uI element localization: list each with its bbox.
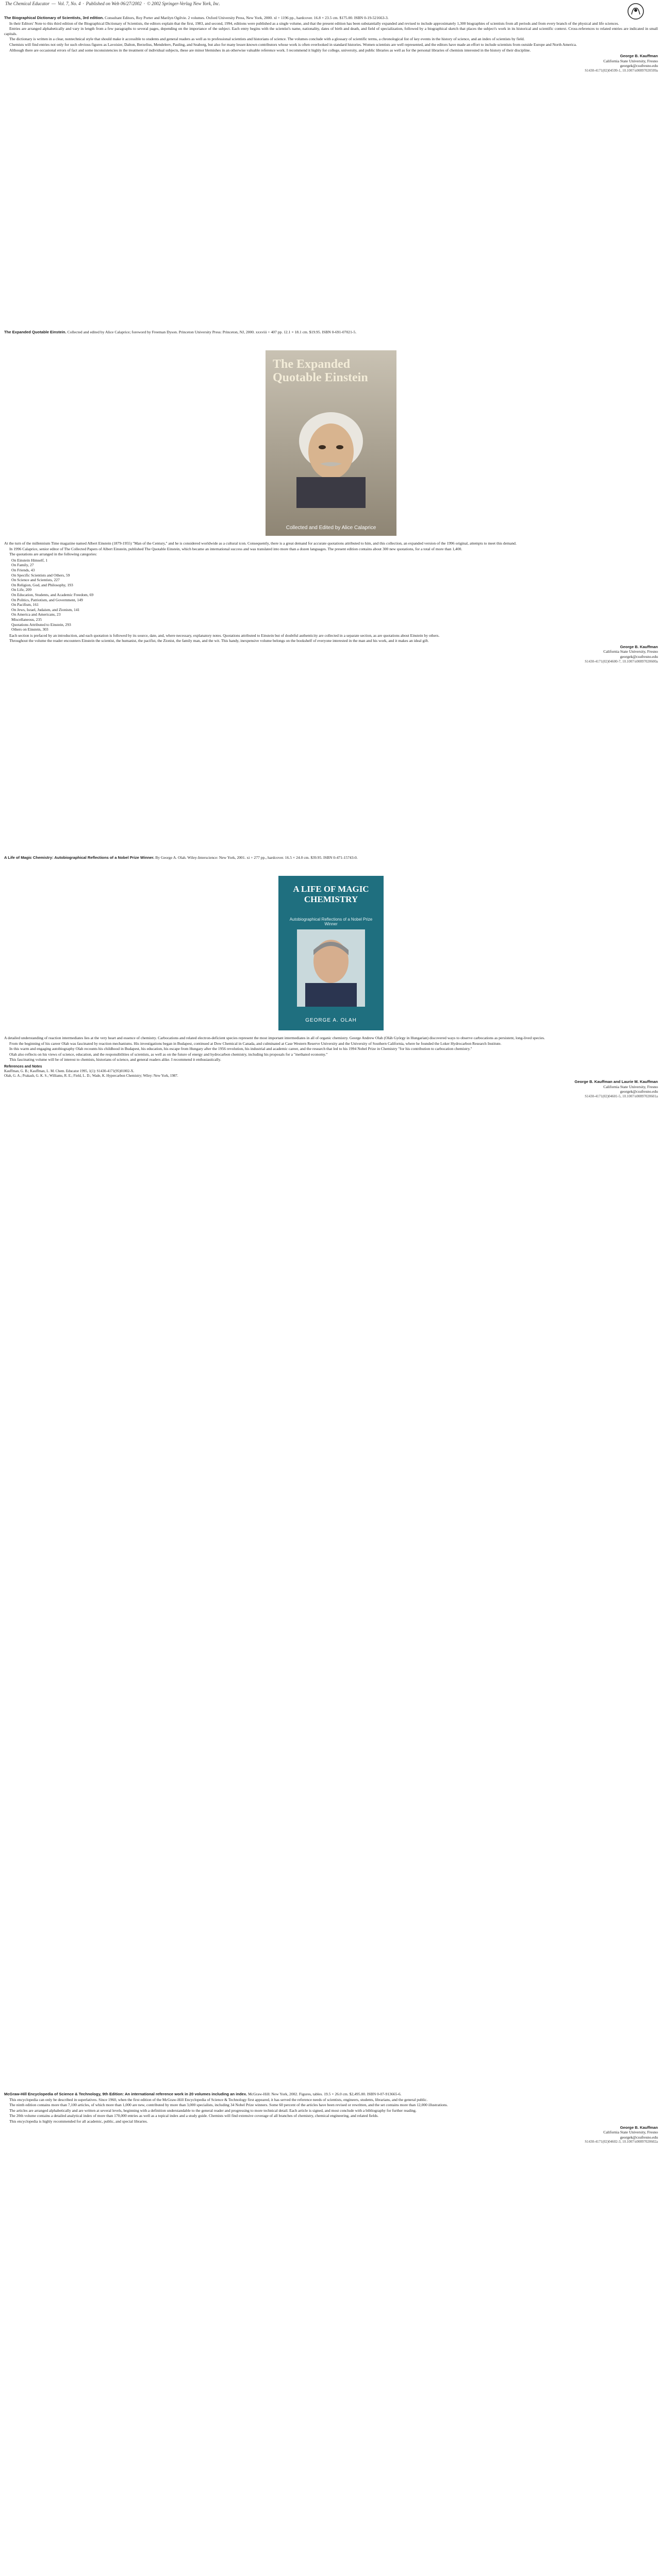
review-paragraph: This encyclopedia can only be described in superlatives. Since 1960, when the first edition of the McGraw-Hill Encyclopedia of Science & Technology first appeared, it has served the reference needs of scientists, engineers, students, librarians, and the general public.	[9, 2097, 428, 2102]
review-paragraph: The ninth edition contains more than 7,100 articles, of which more than 1,000 are new, contributed by more than 3,000 specialists, including 34 Nobel Prize winners. Some 60 percent of the articles have been revised or rewritten, and the set contains more than 12,000 illustrations.	[9, 2103, 448, 2108]
review-paragraph: The articles are arranged alphabetically and are written at several levels, beginning with a definition understandable to the general reader and progressing to more technical detail. Each article is signed, and most conclude with a bibliography for further reading.	[9, 2108, 417, 2113]
contents-list	[11, 558, 658, 632]
contents-item: On Family, 27	[11, 563, 34, 568]
contents-item: On Einstein Himself, 1	[11, 557, 48, 563]
contents-item: Others on Einstein, 303	[11, 627, 48, 632]
contents-item: On America and Americans, 23	[11, 612, 61, 617]
references-heading: References and Notes	[4, 1064, 42, 1069]
review-paragraph: Each section is prefaced by an introduction, and each quotation is followed by its source, date, and, where necessary, explanatory notes. Quotations attributed to Einstein but of doubtful authenticity are collected in a separate section, as are quotations about Einstein by others.	[9, 633, 440, 638]
contents-item: On Education, Students, and Academic Freedom, 69	[11, 592, 94, 597]
reviewer-affiliation: California State University, Fresno	[603, 58, 658, 63]
reviewer-email[interactable]: georgek@csufresno.edu	[620, 654, 658, 659]
reviewer-signature	[4, 54, 658, 69]
review-quotable-einstein	[4, 330, 658, 335]
contents-item: On Religion, God, and Philosophy, 193	[11, 582, 73, 587]
book-byline: Collected and edited by Alice Calaprice; foreword by Freeman Dyson. Princeton University Press: Princeton, NJ, 2000. xxxviii + 407 pp. 12.1 × 18.1 cm. $19.95. ISBN 0-691-07021-5.	[67, 330, 357, 334]
references	[4, 1064, 658, 1078]
running-header: The Chemical Educator — Vol. 7, No. 4 · Published on Web 06/27/2002 · © 2002 Springer-Verlag New York, Inc.	[5, 1, 221, 6]
reviewer-email[interactable]: georgek@csufresno.edu	[620, 2134, 658, 2140]
reference-item: Kauffman, G. B.; Kauffman, L. M. Chem. Educator 1995, 1(1): S1430-4171(95)01002-X.	[4, 1069, 135, 1073]
review-paragraph: This encyclopedia is highly recommended for all academic, public, and special libraries.	[9, 2119, 148, 2124]
review-paragraph: A detailed understanding of reaction intermediates lies at the very heart and essence of chemistry. Carbocations and related electron-deficient species represent the most important intermediates in all of organic chemistry. George Andrew Olah (Oláh György in Hungarian) discovered ways to observe carbocations as persistent, long-lived species.	[4, 1036, 545, 1040]
review-mcgraw-hill-encyclopedia	[4, 2092, 658, 2145]
contents-item: On Life, 209	[11, 587, 32, 592]
book-byline: Consultant Editors, Roy Porter and Marilyn Ogilvie. 2 volumes. Oxford University Press, New York, 2000. xl + 1196 pp., hardcover. 16.8 × 23.5 cm. $175.00. ISBN 0-19-521663-3.	[105, 15, 389, 20]
reviewer-email[interactable]: georgek@csufresno.edu	[620, 1089, 658, 1094]
doi: S1430-4171(02)04599-1, 10.1007/s00897020599a	[585, 68, 658, 73]
review-paragraph: This fascinating volume will be of interest to chemists, historians of science, and general readers alike. I recommend it enthusiastically.	[9, 1057, 221, 1062]
doi: S1430-4171(02)04600-7, 10.1007/s00897020600a	[585, 659, 658, 664]
doi: S1430-4171(02)04602-3, 10.1007/s00897020602a	[585, 2140, 658, 2144]
reviewer-affiliation: California State University, Fresno	[603, 649, 658, 654]
contents-item: Miscellaneous, 235	[11, 617, 42, 622]
review-biographical-dictionary	[4, 15, 658, 74]
cover-author: GEORGE A. OLAH	[305, 1018, 357, 1023]
reviewer-name: George B. Kauffman	[620, 54, 658, 59]
review-paragraph: At the turn of the millennium Time magazine named Albert Einstein (1879-1955) "Man of the Century," and he is considered worldwide as a cultural icon. Consequently, there is a great demand for accurate quotations attributed to him, and this collection, an expanded version of the 1996 original, attempts to meet this demand.	[4, 541, 517, 546]
reviewer-affiliation: California State University, Fresno	[603, 1084, 658, 1089]
contents-item: On Politics, Patriotism, and Government, 149	[11, 597, 83, 602]
book-title: A Life of Magic Chemistry: Autobiographical Reflections of a Nobel Prize Winner.	[4, 855, 155, 860]
contents-item: On Friends, 43	[11, 567, 35, 572]
review-paragraph: Although there are occasional errors of fact and some inconsistencies in the treatment of individual subjects, these are minor blemishes in an otherwise valuable reference work. I recommend it highly for college, university, and public libraries as well as for the personal libraries of chemists interested in the history of their discipline.	[9, 47, 531, 53]
cover-editor: Collected and Edited by Alice Calaprice	[286, 525, 376, 531]
review-magic-chemistry-body	[4, 1036, 658, 1099]
contents-item: Quotations Attributed to Einstein, 293	[11, 622, 71, 627]
journal-volume: Vol. 7, No. 4	[58, 1, 81, 6]
publication-date: Published on Web 06/27/2002	[86, 1, 142, 6]
cover-title: The Expanded Quotable Einstein	[273, 358, 368, 384]
contents-item: On Specific Scientists and Others, 59	[11, 572, 70, 578]
book-byline: McGraw-Hill: New York, 2002. Figures, tables. 19.5 × 26.0 cm. $2,495.00. ISBN 0-07-913665-6.	[248, 2092, 402, 2096]
cover-subtitle: Autobiographical Reflections of a Nobel Prize Winner	[289, 917, 373, 926]
book-title: McGraw-Hill Encyclopedia of Science & Technology, 9th Edition: An international reference work in 20 volumes including an index.	[4, 2092, 247, 2096]
contents-item: On Jews, Israel, Judaism, and Zionism, 141	[11, 607, 80, 612]
review-paragraph: Olah also reflects on his views of science, education, and the responsibilities of scientists, as well as on the future of energy and hydrocarbon chemistry, including his proposals for a "methanol economy."	[9, 1052, 328, 1057]
review-paragraph: The 20th volume contains a detailed analytical index of more than 170,000 entries as well as a topical index and a study guide. Chemists will find extensive coverage of all branches of chemistry, chemical engineering, and related fields.	[9, 2113, 379, 2119]
reviewer-signature	[4, 1079, 658, 1094]
book-byline: By George A. Olah. Wiley-Interscience: New York, 2001. xi + 277 pp., hardcover. 16.5 × 24.0 cm. $39.95. ISBN 0-471-15743-0.	[155, 855, 358, 860]
review-paragraph: Entries are arranged alphabetically and vary in length from a few paragraphs to several pages, depending on the importance of the subject. Each entry begins with the scientist's name, nationality, dates of birth and death, and field of specialization, followed by a biographical sketch that places the subject's work in its historical and scientific context. Cross-references to related entries are indicated in small capitals.	[4, 26, 658, 36]
review-paragraph: Chemists will find entries not only for such obvious figures as Lavoisier, Dalton, Berzelius, Mendeleev, Pauling, and Seaborg, but also for many lesser-known contributors whose work is often overlooked in standard histories. Women scientists are well represented, and the editors have made an effort to include scientists from outside Europe and North America.	[9, 42, 577, 47]
review-paragraph: In this warm and engaging autobiography Olah recounts his childhood in Budapest, his education, his escape from Hungary after the 1956 revolution, his industrial and academic career, and the research that led to his 1994 Nobel Prize in Chemistry "for his contribution to carbocation chemistry."	[9, 1046, 472, 1052]
reference-item: Olah, G. A.; Prakash, G. K. S.; Williams, R. E.; Field, L. D.; Wade, K. Hypercarbon Chemistry; Wiley: New York, 1987.	[4, 1073, 178, 1078]
reviewer-name: George B. Kauffman	[620, 644, 658, 649]
reviewer-name: George B. Kauffman and Laurie M. Kauffman	[574, 1079, 658, 1084]
reviewer-affiliation: California State University, Fresno	[603, 2130, 658, 2135]
doi: S1430-4171(02)04601-5, 10.1007/s00897020601a	[585, 1094, 658, 1098]
reviewer-signature	[4, 645, 658, 659]
reviewer-name: George B. Kauffman	[620, 2125, 658, 2130]
review-quotable-einstein-body	[4, 541, 658, 664]
review-paragraph: In their Editors' Note to this third edition of the Biographical Dictionary of Scientists, the editors explain that the first, 1983, and second, 1994, editions were published as a single volume, and that the present edition has been substantially expanded and revised to include approximately 1,300 biographies of scientists from all periods and from every branch of the physical and life sciences.	[9, 21, 619, 26]
copyright: © 2002 Springer-Verlag New York, Inc.	[146, 1, 221, 6]
contents-item: On Science and Scientists, 227	[11, 578, 60, 583]
einstein-book-cover	[266, 350, 396, 536]
review-paragraph: The dictionary is written in a clear, nontechnical style that should make it accessible to students and general readers as well as to professional scientists and historians of science. The volumes conclude with a glossary of scientific terms, a chronological list of key events in the history of science, and an index of scientists by field.	[9, 37, 525, 42]
magic-chemistry-book-cover	[278, 876, 384, 1030]
reviewer-email[interactable]: georgek@csufresno.edu	[620, 63, 658, 69]
review-paragraph: The quotations are arranged in the following categories:	[9, 552, 97, 557]
reviewer-signature	[4, 2125, 658, 2140]
book-title: The Biographical Dictionary of Scientists, 3rd edition.	[4, 15, 104, 20]
book-title: The Expanded Quotable Einstein.	[4, 330, 67, 334]
review-paragraph: From the beginning of his career Olah was fascinated by reaction mechanisms. His investigations began in Budapest, continued at Dow Chemical in Canada, and culminated at Case Western Reserve University and the University of Southern California, where he founded the Loker Hydrocarbon Research Institute.	[9, 1041, 502, 1046]
einstein-portrait-icon	[286, 400, 376, 508]
review-paragraph: In 1996 Calaprice, senior editor of The Collected Papers of Albert Einstein, published The Quotable Einstein, which became an international success and was translated into more than a dozen languages. The present edition contains about 300 new quotations, for a total of more than 1,400.	[9, 546, 462, 551]
contents-item: On Pacifism, 161	[11, 602, 39, 607]
review-paragraph: Throughout the volume the reader encounters Einstein the scientist, the humanist, the pacifist, the Zionist, the family man, and the wit. This handy, inexpensive volume belongs on the bookshelf of everyone interested in the man and his work, and it makes an ideal gift.	[9, 638, 429, 643]
journal-name: The Chemical Educator	[5, 1, 49, 6]
review-magic-chemistry	[4, 855, 658, 861]
olah-portrait-icon	[297, 929, 365, 1007]
cover-title: A LIFE OF MAGIC CHEMISTRY	[293, 884, 369, 904]
